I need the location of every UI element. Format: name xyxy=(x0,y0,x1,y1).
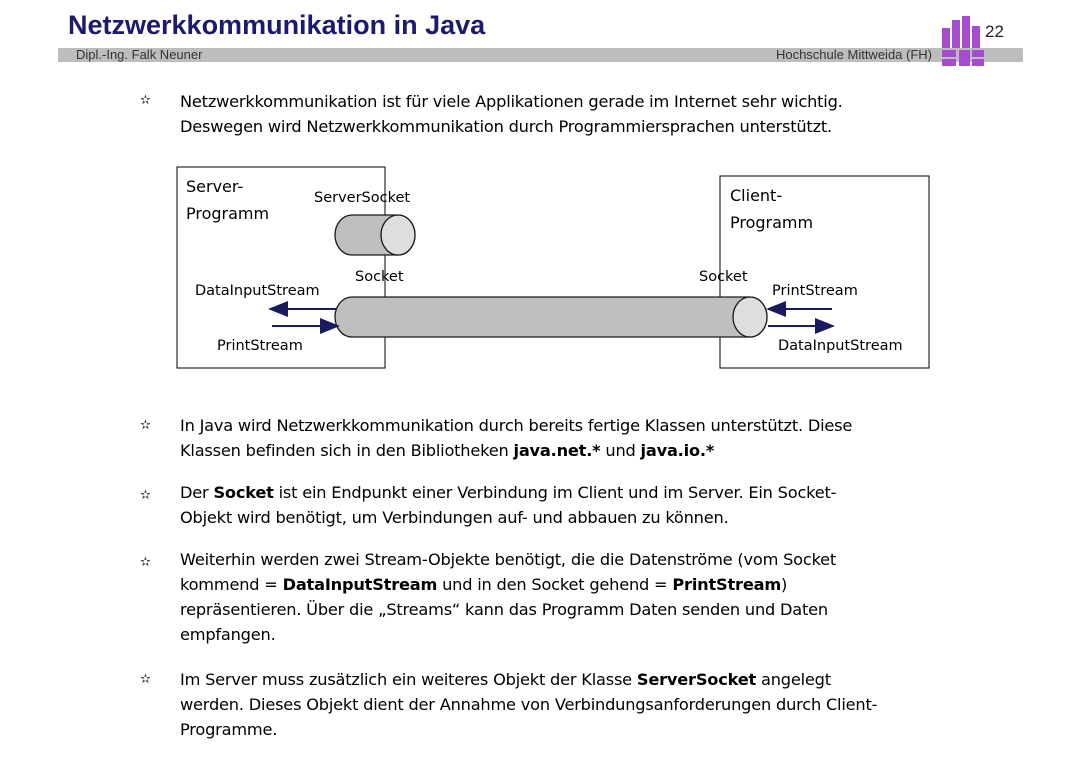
text: ) xyxy=(780,575,788,594)
socket-connection-pipe xyxy=(335,297,767,337)
text: Im Server muss zusätzlich ein weiteres Objekt der Klasse xyxy=(180,670,637,689)
paragraph-streams xyxy=(180,547,1020,647)
institution-label: Hochschule Mittweida (FH) xyxy=(775,47,932,62)
bold-term: PrintStream xyxy=(672,575,781,594)
text: empfangen. xyxy=(180,625,276,644)
text: In Java wird Netzwerkkommunikation durch bereits fertige Klassen unterstützt. Diese xyxy=(180,416,853,435)
intro-line-1: Netzwerkkommunikation ist für viele Applikationen gerade im Internet sehr wichtig. xyxy=(180,92,843,111)
socket-connection-pipe-end xyxy=(733,297,767,337)
bold-term: java.io.* xyxy=(640,441,715,460)
server-label-line-2: Programm xyxy=(186,204,270,223)
text: und xyxy=(600,441,641,460)
paragraph-server-socket xyxy=(180,667,1020,742)
intro-line-2: Deswegen wird Netzwerkkommunikation durch Programmiersprachen unterstützt. xyxy=(180,117,832,136)
paragraph-java-classes xyxy=(180,413,1020,463)
server-socket-label: ServerSocket xyxy=(314,190,411,206)
bullet-star-icon: ✫ xyxy=(140,93,151,108)
text: Objekt wird benötigt, um Verbindungen auf- und abbauen zu können. xyxy=(180,508,729,527)
server-output-stream-label: PrintStream xyxy=(217,338,303,354)
socket-label-server: Socket xyxy=(355,269,404,285)
text: und in den Socket gehend = xyxy=(437,575,673,594)
author-label: Dipl.-Ing. Falk Neuner xyxy=(76,47,203,62)
text: ist ein Endpunkt einer Verbindung im Client und im Server. Ein Socket- xyxy=(273,483,837,502)
bullet-star-icon: ✫ xyxy=(140,488,151,503)
bold-term: java.net.* xyxy=(513,441,601,460)
text: Weiterhin werden zwei Stream-Objekte benötigt, die die Datenströme (vom Socket xyxy=(180,550,837,569)
text: repräsentieren. Über die „Streams“ kann das Programm Daten senden und Daten xyxy=(180,600,828,619)
text: Der xyxy=(180,483,214,502)
server-input-stream-label: DataInputStream xyxy=(195,283,320,299)
server-socket-cylinder-end xyxy=(381,215,415,255)
bullet-star-icon: ✫ xyxy=(140,555,151,570)
bold-term: Socket xyxy=(213,483,274,502)
paragraph-socket xyxy=(180,480,1020,530)
page-number: 22 xyxy=(985,22,1004,41)
bold-term: ServerSocket xyxy=(636,670,757,689)
client-label-line-1: Client- xyxy=(730,186,783,205)
text: werden. Dieses Objekt dient der Annahme von Verbindungsanforderungen durch Client- xyxy=(180,695,878,714)
bullet-star-icon: ✫ xyxy=(140,418,151,433)
client-output-stream-label: PrintStream xyxy=(772,283,858,299)
client-input-stream-label: DataInputStream xyxy=(778,338,903,354)
slide-title: Netzwerkkommunikation in Java xyxy=(68,10,486,40)
text: kommend = xyxy=(180,575,283,594)
text: Programme. xyxy=(180,720,278,739)
client-label-line-2: Programm xyxy=(730,213,814,232)
socket-label-client: Socket xyxy=(699,269,748,285)
bullet-star-icon: ✫ xyxy=(140,672,151,687)
text: Klassen befinden sich in den Bibliotheken xyxy=(180,441,514,460)
server-label-line-1: Server- xyxy=(186,177,244,196)
bold-term: DataInputStream xyxy=(282,575,438,594)
text: angelegt xyxy=(756,670,831,689)
